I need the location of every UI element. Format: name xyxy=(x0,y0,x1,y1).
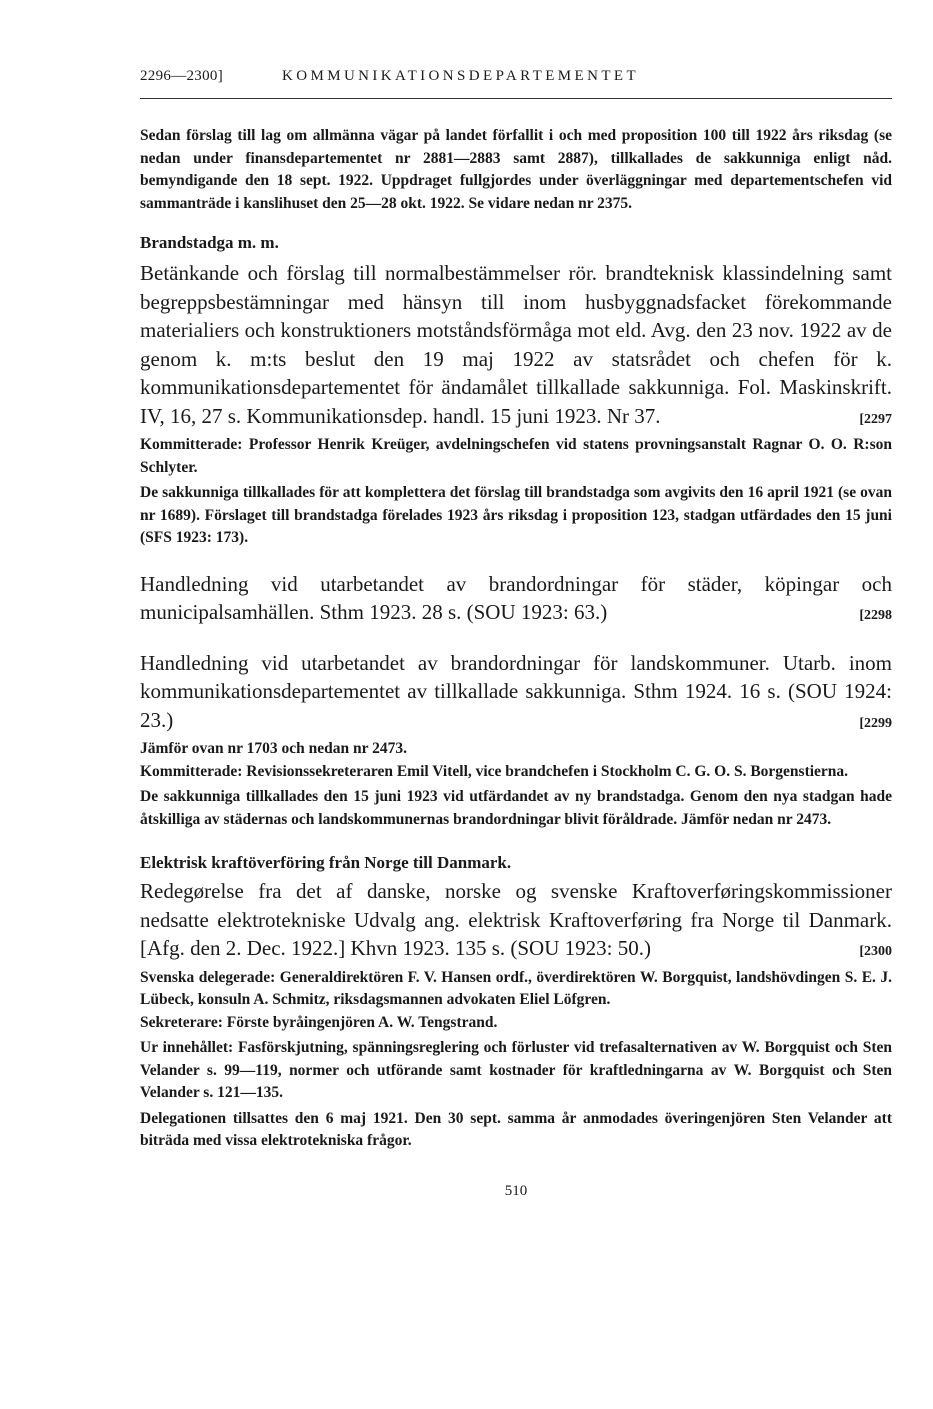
entry-2297-ref: [2297 xyxy=(859,411,892,427)
entry-2300-delegates: Svenska delegerade: Generaldirektören F. V. Hansen ordf., överdirektören W. Borgquist, landshövdingen S. E. J. Lübeck, konsuln A. Schmitz, riksdagsmannen advokaten Eliel Löfgren. xyxy=(140,968,892,1008)
entry-2298-ref: [2298 xyxy=(859,608,892,623)
header-rule xyxy=(140,98,892,99)
entry-2297-committee: Kommitterade: Professor Henrik Kreüger, avdelningschefen vid statens provningsanstalt Ragnar O. O. R:son Schlyter. xyxy=(140,436,892,476)
entry-2297 xyxy=(140,259,892,550)
entry-2298-title: Handledning vid utarbetandet av brandordningar för städer, köpingar och municipalsamhällen. Sthm 1923. 28 s. (SOU 1923: 63.) [2298 xyxy=(140,570,892,627)
section-heading-elektrisk: Elektrisk kraftöverföring från Norge till Danmark. xyxy=(140,853,512,872)
entry-2299-title: Handledning vid utarbetandet av brandordningar för landskommuner. Utarb. inom kommunikationsdepartementet av tillkallade sakkunniga. Sthm 1924. 16 s. (SOU 1924: 23.) [2299 xyxy=(140,649,892,735)
entry-2299-compare: Jämför ovan nr 1703 och nedan nr 2473. xyxy=(140,740,407,757)
entry-2300 xyxy=(140,877,892,1153)
entry-2299 xyxy=(140,649,892,832)
page-number: 510 xyxy=(504,1182,528,1199)
entry-2300-note: Delegationen tillsattes den 6 maj 1921. Den 30 sept. samma år anmodades överingenjören Sten Velander att biträda med vissa elektrotekniska frågor. xyxy=(140,1109,892,1149)
running-header xyxy=(140,68,892,90)
entry-2298 xyxy=(140,570,892,627)
entry-2300-ref: [2300 xyxy=(859,944,892,959)
department-title: KOMMUNIKATIONSDEPARTEMENTET xyxy=(282,68,640,84)
entry-2299-ref: [2299 xyxy=(859,715,892,731)
entry-range: 2296—2300] xyxy=(140,68,223,84)
entry-2300-title: Redegørelse fra det af danske, norske og svenske Kraftoverføringskommissioner nedsatte elektrotekniske Udvalg ang. elektrisk Kraftoverføring fra Norge til Danmark. [Afg. den 2. Dec. 1922.] Khvn 1923. 135 s. (SOU 1923: 50.) [2300 xyxy=(140,877,892,963)
intro-paragraph: Sedan förslag till lag om allmänna vägar på landet förfallit i och med proposition 100 till 1922 års riksdag (se nedan under finansdepartementet nr 2881—2883 samt 2887), tillkallades de sakkunniga enligt nåd. bemyndigande den 18 sept. 1922. Uppdraget fullgjordes under överläggningar med departementschefen vid sammanträde i kanslihuset den 25—28 okt. 1922. Se vidare nedan nr 2375. xyxy=(140,127,892,212)
entry-2297-title: Betänkande och förslag till normalbestämmelser rör. brandteknisk klassindelning samt begreppsbestämningar med hänsyn till inom husbyggnadsfacket förekommande materialiers och konstruktioners motståndsförmåga mot eld. Avg. den 23 nov. 1922 av de genom k. m:ts beslut den 19 maj 1922 av statsrådet och chefen för k. kommunikationsdepartementet för ändamålet tillkallade sakkunniga. Fol. Maskinskrift. IV, 16, 27 s. Kommunikationsdep. handl. 15 juni 1923. Nr 37. [2297 xyxy=(140,259,892,430)
document-page xyxy=(140,68,892,1200)
section-heading-brandstadga: Brandstadga m. m. xyxy=(140,233,279,252)
entry-2299-committee: Kommitterade: Revisionssekreteraren Emil Vitell, vice brandchefen i Stockholm C. G. O. S. Borgenstierna. xyxy=(140,762,849,780)
entry-2299-note: De sakkunniga tillkallades den 15 juni 1923 vid utfärdandet av ny brandstadga. Genom den nya stadgan hade åtskilliga av städernas och landskommunernas brandordningar blivit föråldrade. Jämför nedan nr 2473. xyxy=(140,788,892,828)
entry-2297-note: De sakkunniga tillkallades för att komplettera det förslag till brandstadga som avgivits den 16 april 1921 (se ovan nr 1689). Förslaget till brandstadga förelades 1923 års riksdag i proposition 123, stadgan utfärdades den 15 juni (SFS 1923: 173). xyxy=(140,484,892,546)
entry-2300-contents: Ur innehållet: Fasförskjutning, spänningsreglering och förluster vid trefasalternativen av W. Borgquist och Sten Velander s. 99—119, normer och utförande samt kostnader för kraftledningarna av W. Borgquist och Sten Velander s. 121—135. xyxy=(140,1039,892,1101)
entry-2300-secretary: Sekreterare: Förste byråingenjören A. W. Tengstrand. xyxy=(140,1013,498,1031)
